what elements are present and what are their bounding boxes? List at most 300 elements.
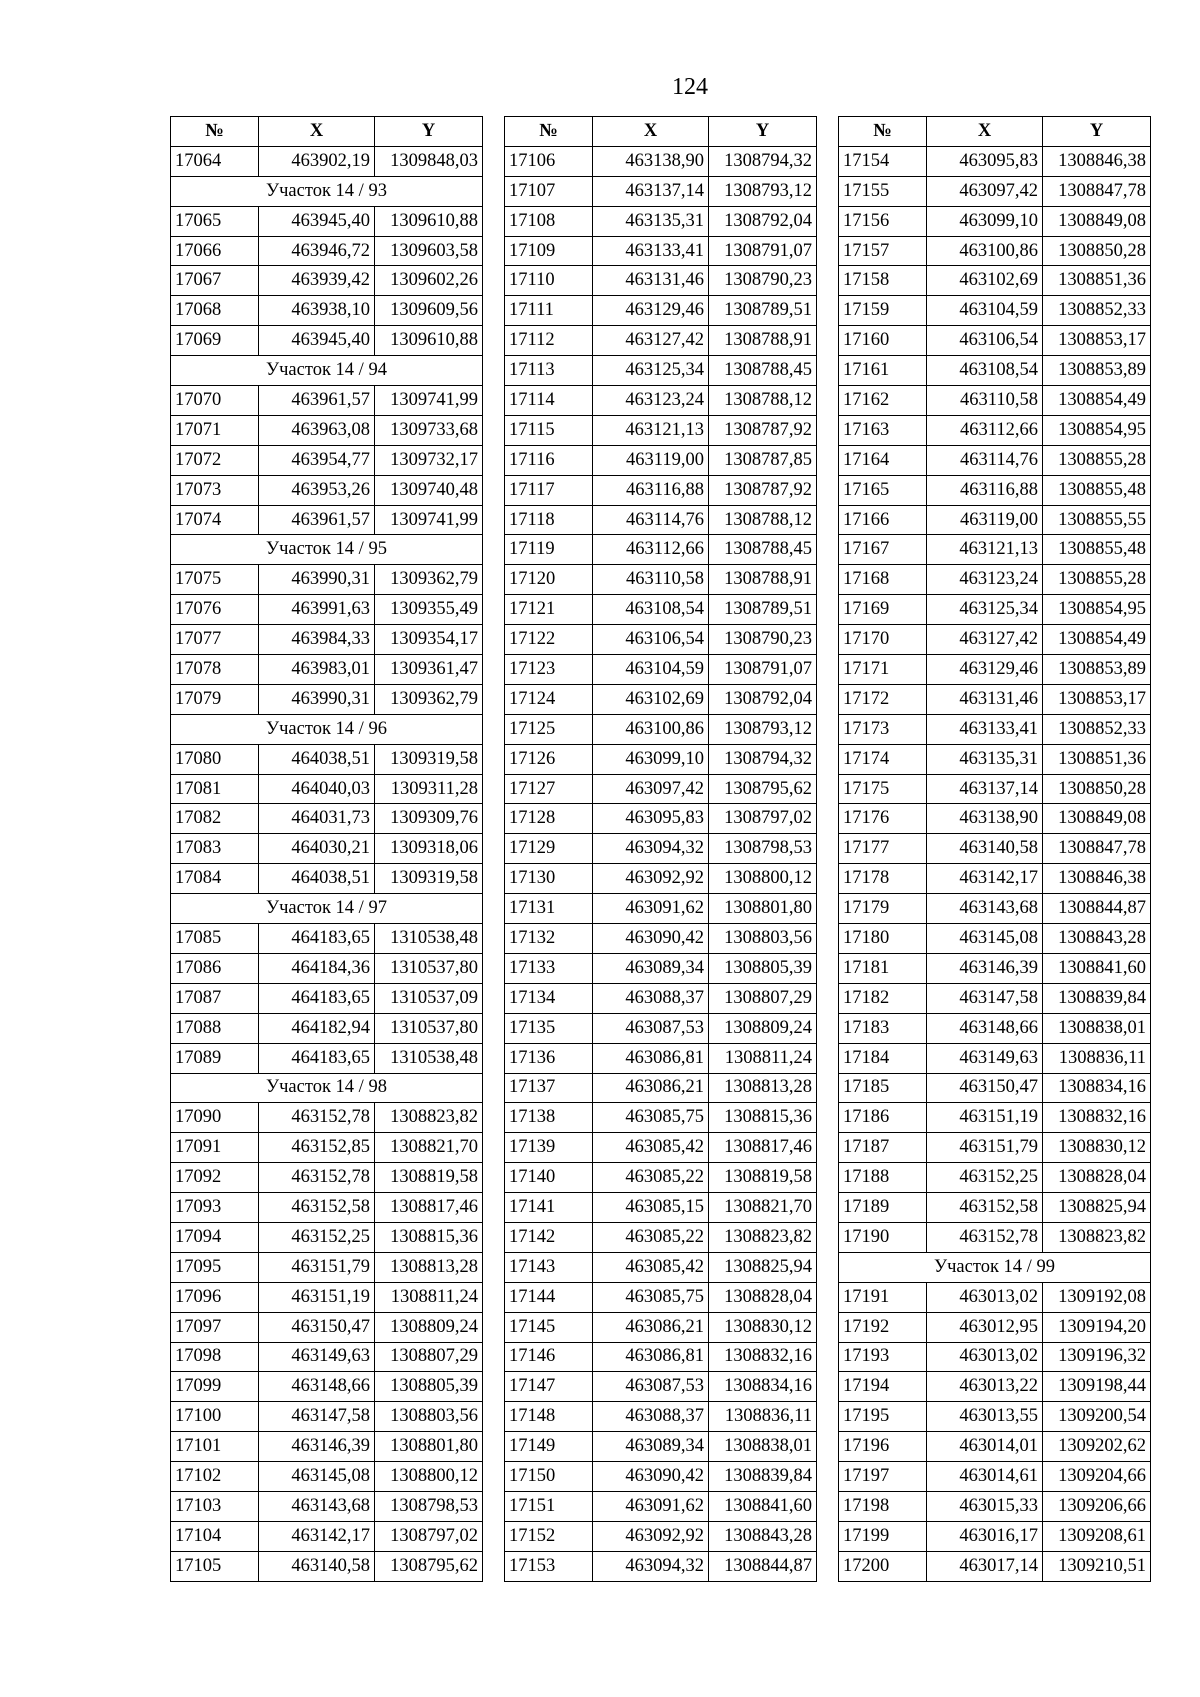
section-row [171, 356, 483, 386]
point-number-cell: 17116 [505, 445, 593, 475]
y-coordinate-cell: 1308834,16 [709, 1372, 817, 1402]
table-row [839, 1073, 1151, 1103]
point-number-cell: 17136 [505, 1043, 593, 1073]
table-row [505, 445, 817, 475]
header-y: Y [375, 117, 483, 147]
y-coordinate-cell: 1308819,58 [709, 1163, 817, 1193]
point-number-cell: 17076 [171, 595, 259, 625]
x-coordinate-cell: 463135,31 [927, 744, 1043, 774]
point-number-cell: 17120 [505, 565, 593, 595]
y-coordinate-cell: 1309319,58 [375, 864, 483, 894]
point-number-cell: 17109 [505, 236, 593, 266]
x-coordinate-cell: 463110,58 [593, 565, 709, 595]
x-coordinate-cell: 463129,46 [927, 655, 1043, 685]
x-coordinate-cell: 463945,40 [259, 326, 375, 356]
table-row [505, 1163, 817, 1193]
y-coordinate-cell: 1309200,54 [1043, 1402, 1151, 1432]
point-number-cell: 17074 [171, 505, 259, 535]
y-coordinate-cell: 1308788,91 [709, 565, 817, 595]
table-row [839, 1193, 1151, 1223]
point-number-cell: 17198 [839, 1491, 927, 1521]
point-number-cell: 17064 [171, 146, 259, 176]
point-number-cell: 17179 [839, 894, 927, 924]
point-number-cell: 17133 [505, 953, 593, 983]
point-number-cell: 17174 [839, 744, 927, 774]
point-number-cell: 17068 [171, 296, 259, 326]
x-coordinate-cell: 463138,90 [927, 804, 1043, 834]
x-coordinate-cell: 463127,42 [593, 326, 709, 356]
point-number-cell: 17107 [505, 176, 593, 206]
x-coordinate-cell: 463089,34 [593, 953, 709, 983]
point-number-cell: 17169 [839, 595, 927, 625]
x-coordinate-cell: 463104,59 [927, 296, 1043, 326]
table-row [505, 804, 817, 834]
point-number-cell: 17138 [505, 1103, 593, 1133]
y-coordinate-cell: 1308791,07 [709, 655, 817, 685]
x-coordinate-cell: 463119,00 [927, 505, 1043, 535]
y-coordinate-cell: 1308801,80 [375, 1432, 483, 1462]
table-row [505, 595, 817, 625]
point-number-cell: 17113 [505, 356, 593, 386]
y-coordinate-cell: 1309318,06 [375, 834, 483, 864]
x-coordinate-cell: 463148,66 [259, 1372, 375, 1402]
x-coordinate-cell: 463108,54 [593, 595, 709, 625]
point-number-cell: 17077 [171, 625, 259, 655]
x-coordinate-cell: 463146,39 [259, 1432, 375, 1462]
y-coordinate-cell: 1309198,44 [1043, 1372, 1151, 1402]
y-coordinate-cell: 1308807,29 [375, 1342, 483, 1372]
point-number-cell: 17075 [171, 565, 259, 595]
table-row [171, 146, 483, 176]
x-coordinate-cell: 463119,00 [593, 445, 709, 475]
point-number-cell: 17091 [171, 1133, 259, 1163]
y-coordinate-cell: 1308787,92 [709, 475, 817, 505]
point-number-cell: 17177 [839, 834, 927, 864]
point-number-cell: 17176 [839, 804, 927, 834]
point-number-cell: 17181 [839, 953, 927, 983]
point-number-cell: 17194 [839, 1372, 927, 1402]
y-coordinate-cell: 1309741,99 [375, 505, 483, 535]
table-row [171, 953, 483, 983]
table-row [171, 1342, 483, 1372]
x-coordinate-cell: 463123,24 [593, 386, 709, 416]
x-coordinate-cell: 463131,46 [927, 684, 1043, 714]
table-header-row [505, 117, 817, 147]
header-x: X [593, 117, 709, 147]
point-number-cell: 17144 [505, 1282, 593, 1312]
y-coordinate-cell: 1308805,39 [375, 1372, 483, 1402]
point-number-cell: 17065 [171, 206, 259, 236]
x-coordinate-cell: 463097,42 [593, 774, 709, 804]
header-y: Y [709, 117, 817, 147]
x-coordinate-cell: 463013,02 [927, 1282, 1043, 1312]
y-coordinate-cell: 1308850,28 [1043, 236, 1151, 266]
x-coordinate-cell: 463152,58 [259, 1193, 375, 1223]
point-number-cell: 17200 [839, 1551, 927, 1581]
x-coordinate-cell: 463939,42 [259, 266, 375, 296]
y-coordinate-cell: 1309733,68 [375, 415, 483, 445]
point-number-cell: 17110 [505, 266, 593, 296]
x-coordinate-cell: 463953,26 [259, 475, 375, 505]
y-coordinate-cell: 1308839,84 [709, 1462, 817, 1492]
y-coordinate-cell: 1308813,28 [709, 1073, 817, 1103]
y-coordinate-cell: 1308853,89 [1043, 356, 1151, 386]
table-row [839, 1043, 1151, 1073]
point-number-cell: 17199 [839, 1521, 927, 1551]
point-number-cell: 17069 [171, 326, 259, 356]
y-coordinate-cell: 1308795,62 [375, 1551, 483, 1581]
point-number-cell: 17139 [505, 1133, 593, 1163]
y-coordinate-cell: 1308811,24 [709, 1043, 817, 1073]
y-coordinate-cell: 1308836,11 [709, 1402, 817, 1432]
y-coordinate-cell: 1308823,82 [1043, 1222, 1151, 1252]
y-coordinate-cell: 1309355,49 [375, 595, 483, 625]
y-coordinate-cell: 1310537,80 [375, 1013, 483, 1043]
x-coordinate-cell: 463133,41 [927, 714, 1043, 744]
table-row [171, 1402, 483, 1432]
y-coordinate-cell: 1308815,36 [709, 1103, 817, 1133]
x-coordinate-cell: 463152,78 [259, 1163, 375, 1193]
point-number-cell: 17067 [171, 266, 259, 296]
x-coordinate-cell: 463121,13 [927, 535, 1043, 565]
table-row [839, 176, 1151, 206]
y-coordinate-cell: 1308841,60 [709, 1491, 817, 1521]
table-row [505, 924, 817, 954]
table-row [505, 1372, 817, 1402]
y-coordinate-cell: 1308855,28 [1043, 445, 1151, 475]
table-row [171, 1372, 483, 1402]
x-coordinate-cell: 463086,21 [593, 1312, 709, 1342]
table-row [839, 744, 1151, 774]
y-coordinate-cell: 1308798,53 [375, 1491, 483, 1521]
x-coordinate-cell: 463127,42 [927, 625, 1043, 655]
point-number-cell: 17066 [171, 236, 259, 266]
y-coordinate-cell: 1308828,04 [1043, 1163, 1151, 1193]
y-coordinate-cell: 1309610,88 [375, 206, 483, 236]
y-coordinate-cell: 1308797,02 [709, 804, 817, 834]
y-coordinate-cell: 1308817,46 [375, 1193, 483, 1223]
point-number-cell: 17155 [839, 176, 927, 206]
section-title: Участок 14 / 95 [171, 535, 483, 565]
y-coordinate-cell: 1309362,79 [375, 684, 483, 714]
header-y: Y [1043, 117, 1151, 147]
table-row [505, 1013, 817, 1043]
x-coordinate-cell: 463106,54 [927, 326, 1043, 356]
x-coordinate-cell: 463085,22 [593, 1222, 709, 1252]
table-row [839, 655, 1151, 685]
x-coordinate-cell: 463013,22 [927, 1372, 1043, 1402]
table-row [505, 1312, 817, 1342]
table-row [505, 744, 817, 774]
table-row [505, 1521, 817, 1551]
table-row [839, 1103, 1151, 1133]
point-number-cell: 17111 [505, 296, 593, 326]
table-row [839, 953, 1151, 983]
table-row [505, 1342, 817, 1372]
y-coordinate-cell: 1308855,55 [1043, 505, 1151, 535]
table-row [505, 684, 817, 714]
table-row [505, 774, 817, 804]
x-coordinate-cell: 463146,39 [927, 953, 1043, 983]
y-coordinate-cell: 1308853,89 [1043, 655, 1151, 685]
y-coordinate-cell: 1308849,08 [1043, 804, 1151, 834]
x-coordinate-cell: 463143,68 [927, 894, 1043, 924]
point-number-cell: 17094 [171, 1222, 259, 1252]
y-coordinate-cell: 1308851,36 [1043, 266, 1151, 296]
point-number-cell: 17124 [505, 684, 593, 714]
table-row [505, 326, 817, 356]
point-number-cell: 17090 [171, 1103, 259, 1133]
point-number-cell: 17190 [839, 1222, 927, 1252]
x-coordinate-cell: 463012,95 [927, 1312, 1043, 1342]
table-row [171, 1043, 483, 1073]
table-row [171, 744, 483, 774]
x-coordinate-cell: 463110,58 [927, 386, 1043, 416]
y-coordinate-cell: 1309361,47 [375, 655, 483, 685]
x-coordinate-cell: 463131,46 [593, 266, 709, 296]
y-coordinate-cell: 1309603,58 [375, 236, 483, 266]
y-coordinate-cell: 1308832,16 [1043, 1103, 1151, 1133]
x-coordinate-cell: 463097,42 [927, 176, 1043, 206]
point-number-cell: 17186 [839, 1103, 927, 1133]
x-coordinate-cell: 463147,58 [259, 1402, 375, 1432]
point-number-cell: 17096 [171, 1282, 259, 1312]
table-row [505, 1462, 817, 1492]
point-number-cell: 17170 [839, 625, 927, 655]
table-row [171, 1163, 483, 1193]
y-coordinate-cell: 1308789,51 [709, 296, 817, 326]
x-coordinate-cell: 463015,33 [927, 1491, 1043, 1521]
point-number-cell: 17172 [839, 684, 927, 714]
x-coordinate-cell: 463137,14 [593, 176, 709, 206]
y-coordinate-cell: 1308809,24 [375, 1312, 483, 1342]
table-row [839, 415, 1151, 445]
x-coordinate-cell: 463151,19 [927, 1103, 1043, 1133]
table-row [171, 1013, 483, 1043]
x-coordinate-cell: 463088,37 [593, 1402, 709, 1432]
point-number-cell: 17147 [505, 1372, 593, 1402]
x-coordinate-cell: 464031,73 [259, 804, 375, 834]
table-row [505, 1491, 817, 1521]
y-coordinate-cell: 1308847,78 [1043, 176, 1151, 206]
point-number-cell: 17157 [839, 236, 927, 266]
x-coordinate-cell: 463114,76 [593, 505, 709, 535]
x-coordinate-cell: 463152,78 [259, 1103, 375, 1133]
table-row [505, 206, 817, 236]
point-number-cell: 17173 [839, 714, 927, 744]
x-coordinate-cell: 463150,47 [259, 1312, 375, 1342]
table-row [839, 266, 1151, 296]
y-coordinate-cell: 1308828,04 [709, 1282, 817, 1312]
table-row [839, 1013, 1151, 1043]
point-number-cell: 17134 [505, 983, 593, 1013]
point-number-cell: 17098 [171, 1342, 259, 1372]
y-coordinate-cell: 1308791,07 [709, 236, 817, 266]
section-title: Участок 14 / 94 [171, 356, 483, 386]
table-row [171, 565, 483, 595]
x-coordinate-cell: 464183,65 [259, 924, 375, 954]
point-number-cell: 17071 [171, 415, 259, 445]
x-coordinate-cell: 463104,59 [593, 655, 709, 685]
x-coordinate-cell: 463983,01 [259, 655, 375, 685]
y-coordinate-cell: 1308854,49 [1043, 625, 1151, 655]
point-number-cell: 17129 [505, 834, 593, 864]
table-row [505, 953, 817, 983]
point-number-cell: 17180 [839, 924, 927, 954]
table-row [171, 296, 483, 326]
y-coordinate-cell: 1308815,36 [375, 1222, 483, 1252]
x-coordinate-cell: 463121,13 [593, 415, 709, 445]
y-coordinate-cell: 1308801,80 [709, 894, 817, 924]
x-coordinate-cell: 463089,34 [593, 1432, 709, 1462]
y-coordinate-cell: 1308787,92 [709, 415, 817, 445]
table-row [839, 595, 1151, 625]
table-row [171, 386, 483, 416]
x-coordinate-cell: 463954,77 [259, 445, 375, 475]
x-coordinate-cell: 463016,17 [927, 1521, 1043, 1551]
point-number-cell: 17078 [171, 655, 259, 685]
x-coordinate-cell: 464184,36 [259, 953, 375, 983]
point-number-cell: 17081 [171, 774, 259, 804]
point-number-cell: 17100 [171, 1402, 259, 1432]
x-coordinate-cell: 463123,24 [927, 565, 1043, 595]
table-row [839, 924, 1151, 954]
x-coordinate-cell: 463137,14 [927, 774, 1043, 804]
x-coordinate-cell: 463938,10 [259, 296, 375, 326]
y-coordinate-cell: 1308836,11 [1043, 1043, 1151, 1073]
table-row [171, 475, 483, 505]
point-number-cell: 17185 [839, 1073, 927, 1103]
point-number-cell: 17154 [839, 146, 927, 176]
y-coordinate-cell: 1308795,62 [709, 774, 817, 804]
x-coordinate-cell: 463017,14 [927, 1551, 1043, 1581]
table-row [839, 1163, 1151, 1193]
y-coordinate-cell: 1309354,17 [375, 625, 483, 655]
x-coordinate-cell: 464040,03 [259, 774, 375, 804]
y-coordinate-cell: 1309319,58 [375, 744, 483, 774]
y-coordinate-cell: 1308805,39 [709, 953, 817, 983]
y-coordinate-cell: 1308797,02 [375, 1521, 483, 1551]
table-row [505, 386, 817, 416]
y-coordinate-cell: 1308838,01 [1043, 1013, 1151, 1043]
y-coordinate-cell: 1308800,12 [375, 1462, 483, 1492]
point-number-cell: 17149 [505, 1432, 593, 1462]
point-number-cell: 17125 [505, 714, 593, 744]
y-coordinate-cell: 1308846,38 [1043, 146, 1151, 176]
point-number-cell: 17079 [171, 684, 259, 714]
point-number-cell: 17095 [171, 1252, 259, 1282]
x-coordinate-cell: 463151,19 [259, 1282, 375, 1312]
header-number: № [839, 117, 927, 147]
table-row [839, 684, 1151, 714]
x-coordinate-cell: 463085,22 [593, 1163, 709, 1193]
y-coordinate-cell: 1308830,12 [1043, 1133, 1151, 1163]
table-row [839, 1372, 1151, 1402]
y-coordinate-cell: 1309192,08 [1043, 1282, 1151, 1312]
x-coordinate-cell: 463088,37 [593, 983, 709, 1013]
y-coordinate-cell: 1308800,12 [709, 864, 817, 894]
section-row [839, 1252, 1151, 1282]
point-number-cell: 17146 [505, 1342, 593, 1372]
point-number-cell: 17196 [839, 1432, 927, 1462]
y-coordinate-cell: 1309740,48 [375, 475, 483, 505]
table-row [505, 296, 817, 326]
x-coordinate-cell: 463990,31 [259, 565, 375, 595]
table-row [839, 1521, 1151, 1551]
x-coordinate-cell: 463013,02 [927, 1342, 1043, 1372]
x-coordinate-cell: 463099,10 [593, 744, 709, 774]
table-row [171, 655, 483, 685]
x-coordinate-cell: 463116,88 [927, 475, 1043, 505]
y-coordinate-cell: 1308798,53 [709, 834, 817, 864]
table-row [171, 326, 483, 356]
y-coordinate-cell: 1308809,24 [709, 1013, 817, 1043]
table-row [171, 804, 483, 834]
point-number-cell: 17101 [171, 1432, 259, 1462]
x-coordinate-cell: 463125,34 [593, 356, 709, 386]
table-row [171, 445, 483, 475]
coordinates-table-1 [170, 116, 483, 1582]
table-row [505, 236, 817, 266]
x-coordinate-cell: 463112,66 [927, 415, 1043, 445]
point-number-cell: 17158 [839, 266, 927, 296]
coordinates-table-2 [504, 116, 817, 1582]
point-number-cell: 17115 [505, 415, 593, 445]
x-coordinate-cell: 463140,58 [259, 1551, 375, 1581]
x-coordinate-cell: 463013,55 [927, 1402, 1043, 1432]
x-coordinate-cell: 463145,08 [259, 1462, 375, 1492]
point-number-cell: 17093 [171, 1193, 259, 1223]
x-coordinate-cell: 463087,53 [593, 1372, 709, 1402]
y-coordinate-cell: 1308841,60 [1043, 953, 1151, 983]
table-row [171, 1551, 483, 1581]
table-row [839, 386, 1151, 416]
table-row [505, 1103, 817, 1133]
y-coordinate-cell: 1309208,61 [1043, 1521, 1151, 1551]
section-row [171, 894, 483, 924]
x-coordinate-cell: 464038,51 [259, 864, 375, 894]
y-coordinate-cell: 1308792,04 [709, 684, 817, 714]
table-row [839, 565, 1151, 595]
x-coordinate-cell: 463086,81 [593, 1043, 709, 1073]
section-row [171, 714, 483, 744]
table-row [839, 445, 1151, 475]
x-coordinate-cell: 463143,68 [259, 1491, 375, 1521]
table-row [171, 983, 483, 1013]
table-row [171, 1282, 483, 1312]
x-coordinate-cell: 464183,65 [259, 983, 375, 1013]
x-coordinate-cell: 463961,57 [259, 386, 375, 416]
y-coordinate-cell: 1308849,08 [1043, 206, 1151, 236]
x-coordinate-cell: 463152,25 [259, 1222, 375, 1252]
point-number-cell: 17097 [171, 1312, 259, 1342]
section-title: Участок 14 / 97 [171, 894, 483, 924]
header-x: X [259, 117, 375, 147]
x-coordinate-cell: 463150,47 [927, 1073, 1043, 1103]
table-row [505, 505, 817, 535]
x-coordinate-cell: 463902,19 [259, 146, 375, 176]
table-row [839, 864, 1151, 894]
x-coordinate-cell: 463085,15 [593, 1193, 709, 1223]
y-coordinate-cell: 1308807,29 [709, 983, 817, 1013]
y-coordinate-cell: 1308853,17 [1043, 326, 1151, 356]
x-coordinate-cell: 463085,75 [593, 1103, 709, 1133]
table-row [171, 684, 483, 714]
x-coordinate-cell: 463095,83 [593, 804, 709, 834]
table-row [505, 176, 817, 206]
x-coordinate-cell: 463990,31 [259, 684, 375, 714]
y-coordinate-cell: 1309362,79 [375, 565, 483, 595]
